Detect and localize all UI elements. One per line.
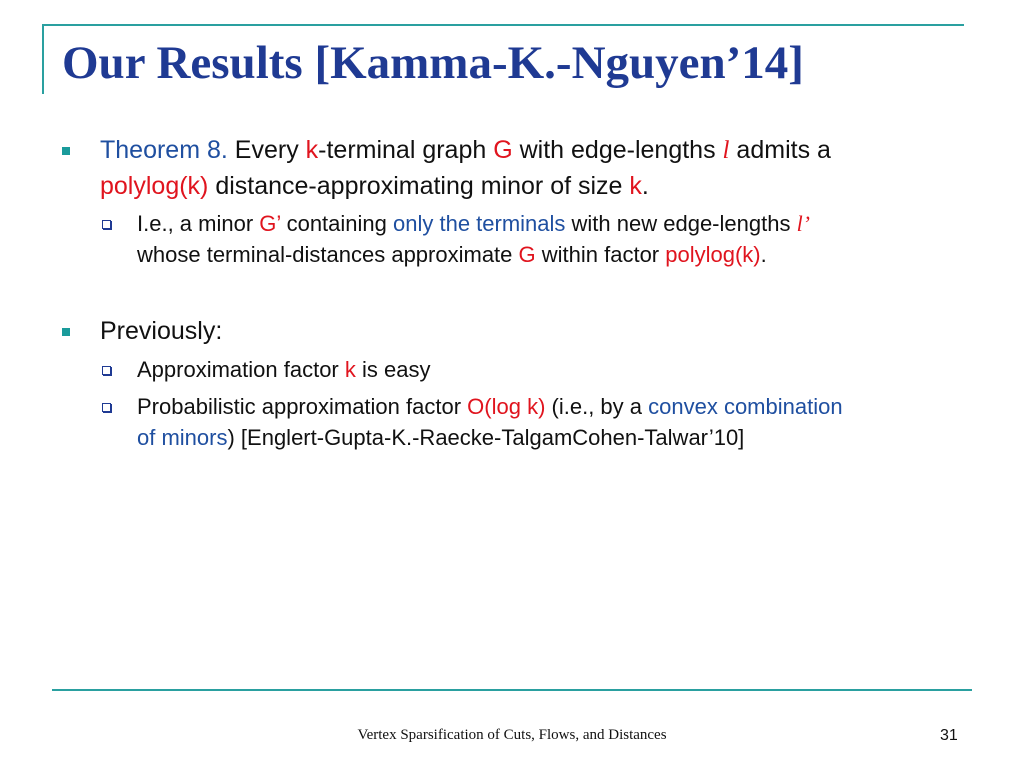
previously-item-1: Approximation factor k is easy: [137, 357, 431, 382]
footer-title: Vertex Sparsification of Cuts, Flows, and Distances: [357, 727, 667, 743]
square-bullet-icon: [62, 147, 70, 155]
previously-item-2-line-2: of minors) [Englert-Gupta-K.-Raecke-TalgamCohen-Talwar’10]: [137, 425, 745, 450]
left-rule: [42, 24, 44, 94]
previously-heading: Previously:: [100, 317, 223, 345]
page-number: 31: [940, 727, 958, 744]
theorem-sub-line-2: whose terminal-distances approximate G within factor polylog(k).: [137, 242, 767, 267]
theorem-sub-line-1: I.e., a minor G’ containing only the terminals with new edge-lengths l’: [137, 211, 811, 236]
hollow-square-bullet-icon: [102, 220, 111, 229]
hollow-square-bullet-icon: [102, 403, 111, 412]
hollow-square-bullet-icon: [102, 366, 111, 375]
square-bullet-icon: [62, 328, 70, 336]
slide-title: Our Results [Kamma-K.-Nguyen’14]: [62, 37, 804, 89]
theorem-line-2: polylog(k) distance-approximating minor of size k.: [100, 172, 649, 200]
previously-item-2-line-1: Probabilistic approximation factor O(log k) (i.e., by a convex combination: [137, 394, 843, 419]
theorem-label: Theorem 8.: [100, 136, 228, 164]
top-rule: [42, 24, 964, 26]
theorem-line-1: Theorem 8. Every k-terminal graph G with edge-lengths l admits a: [100, 136, 831, 164]
footer-rule: [52, 689, 972, 691]
